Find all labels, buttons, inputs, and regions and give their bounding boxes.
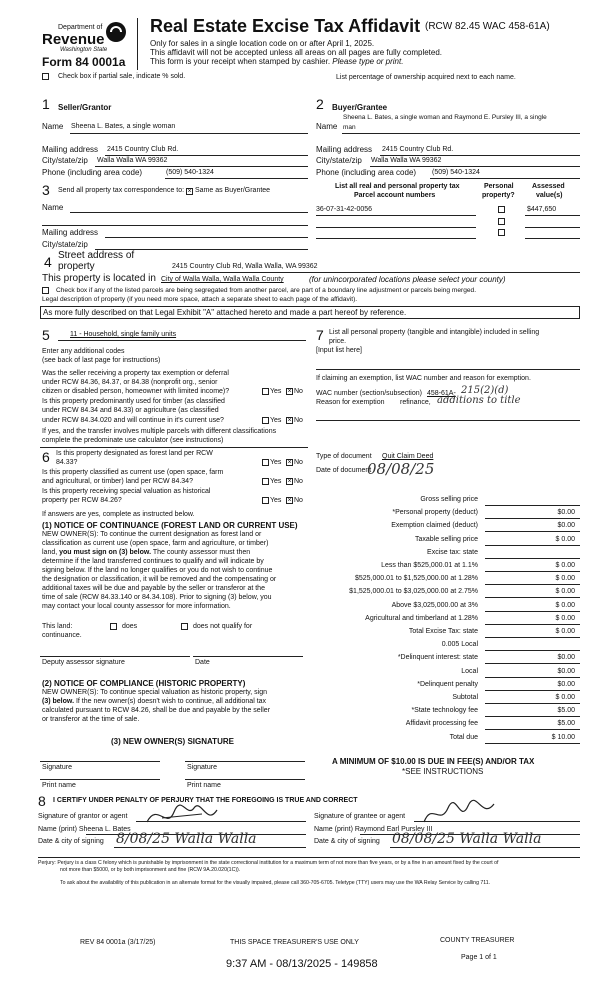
- tax-row-value[interactable]: $ 0.00: [555, 536, 575, 543]
- doc-type-label: Type of document: [316, 453, 372, 460]
- yes-label: Yes: [270, 497, 282, 504]
- answers-note: If answers are yes, complete as instructed below.: [42, 511, 195, 518]
- street-label-1: Street address of: [58, 250, 135, 261]
- personal-header-2: property?: [482, 192, 515, 199]
- compliance-line-4: or transferor at the time of sale.: [42, 716, 140, 723]
- wac-handwritten: 215(2)(d): [461, 385, 509, 396]
- tax-row-value[interactable]: $ 10.00: [551, 734, 575, 741]
- buyer-name-label: Name: [316, 122, 338, 131]
- tax-row-line: [485, 703, 580, 704]
- continuance-label: continuance.: [42, 632, 82, 639]
- tax-row-line: [485, 611, 580, 612]
- tax-row-line: [485, 571, 580, 572]
- seller-mail-label: Mailing address: [42, 145, 99, 154]
- tax-row-label: Above $3,025,000.00 at 3%: [391, 602, 478, 609]
- buyer-phone-value[interactable]: (509) 540-1324: [432, 169, 480, 176]
- personal-prop-label-2: price.: [329, 338, 347, 345]
- tax-row-value[interactable]: $ 0.00: [555, 562, 575, 569]
- forest-yes-checkbox[interactable]: [262, 459, 269, 466]
- personal-header-1: Personal: [484, 183, 514, 190]
- personal-property-checkbox-1[interactable]: [498, 206, 505, 213]
- this-land-label: This land:: [42, 623, 73, 630]
- continuance-line-8: time of sale (RCW 84.33.140 or 84.34.108). Prior to signing (3) below, you: [42, 594, 272, 601]
- q-historic-2: property per RCW 84.26?: [42, 497, 122, 504]
- tax-row-value[interactable]: $ 0.00: [555, 575, 575, 582]
- seller-name-value[interactable]: Sheena L. Bates, a single woman: [71, 123, 176, 130]
- seller-name-label: Name: [42, 122, 64, 131]
- compliance-line-1: NEW OWNER(S): To continue special valuation as historic property, sign: [42, 689, 267, 696]
- continuance-line-3: land, you must sign on (3) below. The county assessor must then: [42, 549, 251, 556]
- reason-value[interactable]: refinance,: [400, 399, 431, 406]
- assessed-value[interactable]: $447,650: [527, 206, 557, 213]
- tax-row-label: Taxable selling price: [414, 536, 478, 543]
- parcel-header-1: List all real and personal property tax: [335, 183, 460, 190]
- legal-desc-value: As more fully described on that Legal Exhibit "A" attached hereto and made a part hereof by reference.: [43, 308, 407, 317]
- continuance-line-9: may contact your local county assessor for more information.: [42, 603, 231, 610]
- buyer-name-value-1[interactable]: Sheena L. Bates, a single woman and Raymond E. Pursley III, a single: [343, 114, 547, 121]
- tax-row-line: [485, 677, 580, 678]
- certification-text: I CERTIFY UNDER PENALTY OF PERJURY THAT THE FOREGOING IS TRUE AND CORRECT: [53, 797, 358, 804]
- no-label: No: [294, 388, 303, 395]
- q-timber-3: under RCW 84.34.020 and will continue in it's current use?: [42, 417, 224, 424]
- seller-title: Seller/Grantor: [58, 103, 112, 112]
- tax-row-value[interactable]: $ 0.00: [555, 628, 575, 635]
- q-exemption-2: under RCW 84.36, 84.37, or 84.38 (nonprofit org., senior: [42, 379, 218, 386]
- personal-prop-label-1: List all personal property (tangible and intangible) included in selling: [329, 329, 540, 336]
- tax-row-label: Agricultural and timberland at 1.28%: [365, 615, 478, 622]
- receipt-stamp: 9:37 AM - 08/13/2025 - 149858: [226, 958, 378, 970]
- segregation-checkbox[interactable]: [42, 287, 49, 294]
- yes-label: Yes: [270, 388, 282, 395]
- continuance-line-6: the designation or classification, it will be removed and the compensating or: [42, 576, 277, 583]
- q-multi-2: complete the predominate use calculator (see instructions): [42, 437, 224, 444]
- tax-row-line: [485, 531, 580, 532]
- grantor-sig-label: Signature of grantor or agent: [38, 813, 128, 820]
- availability-note: To ask about the availability of this publication in an alternate format for the visually impaired, please call 360-705-6705. Teletype (TTY) users may use the WA Relay Service by calling 711.: [60, 880, 491, 886]
- grantor-signature: [142, 800, 222, 830]
- grantee-date-value[interactable]: 08/08/25 Walla Walla: [392, 831, 542, 847]
- buyer-title: Buyer/Grantee: [332, 103, 388, 112]
- tax-row-value[interactable]: $ 0.00: [555, 694, 575, 701]
- tax-row-line: [485, 729, 580, 730]
- q-timber-2: under RCW 84.34 and 84.33) or agriculture (as classified: [42, 407, 219, 414]
- legal-desc-label: Legal description of property (if you need more space, attach a separate sheet to each page of the affidavit).: [42, 296, 358, 303]
- does-label: does: [122, 623, 138, 630]
- exemption-claim-label: If claiming an exemption, list WAC number and reason for exemption.: [316, 375, 531, 382]
- personal-prop-input[interactable]: [Input list here]: [316, 347, 362, 354]
- section-6-number: 6: [42, 449, 50, 465]
- see-instructions: *SEE INSTRUCTIONS: [402, 767, 484, 776]
- tax-row-line: [485, 690, 580, 691]
- q-historic-1: Is this property receiving special valuation as historical: [42, 488, 211, 495]
- tax-row-line: [485, 716, 580, 717]
- tax-row-label: Gross selling price: [420, 496, 478, 503]
- assessed-header-1: Assessed: [532, 183, 565, 190]
- tax-row-line: [485, 743, 580, 744]
- tax-row-label: Subtotal: [452, 694, 478, 701]
- property-address[interactable]: 2415 Country Club Rd, Walla Walla, WA 99362: [172, 263, 318, 270]
- seller-city-label: City/state/zip: [42, 156, 88, 165]
- notice-continuance-title: (1) NOTICE OF CONTINUANCE (FOREST LAND OR CURRENT USE): [42, 521, 298, 530]
- partial-sale-checkbox[interactable]: [42, 73, 49, 80]
- section-4-number: 4: [44, 254, 52, 270]
- section-5-number: 5: [42, 327, 50, 343]
- tax-row-label: Local: [461, 668, 478, 675]
- no-label: No: [294, 459, 303, 466]
- tax-row-value[interactable]: $0.00: [557, 522, 575, 529]
- tax-row-label: Affidavit processing fee: [405, 720, 478, 727]
- tax-row-label: $1,525,000.01 to $3,025,000.00 at 2.75%: [349, 588, 478, 595]
- addl-codes-label: Enter any additional codes: [42, 348, 125, 355]
- located-value[interactable]: City of Walla Walla, Walla Walla County: [161, 276, 284, 283]
- exemption-no-checkbox[interactable]: ×: [287, 388, 292, 395]
- personal-property-checkbox-3[interactable]: [498, 229, 505, 236]
- reason-label: Reason for exemption: [316, 399, 385, 406]
- buyer-city-value[interactable]: Walla Walla WA 99362: [371, 157, 442, 164]
- tax-row-line: [485, 650, 580, 651]
- grantor-name-row: Name (print) Sheena L. Bates: [38, 826, 131, 833]
- partial-sale-label: Check box if partial sale, indicate % sold.: [58, 73, 186, 80]
- corr-city-label: City/state/zip: [42, 240, 88, 249]
- compliance-line-2: (3) below. If the new owner(s) doesn't wish to continue, all additional tax: [42, 698, 267, 705]
- continuance-line-4: determine if the land transferred continues to qualify and will indicate by: [42, 558, 264, 565]
- seller-phone-label: Phone (including area code): [42, 168, 143, 177]
- tax-row-label: Less than $525,000.01 at 1.1%: [381, 562, 478, 569]
- continuance-line-1: NEW OWNER(S): To continue the current designation as forest land or: [42, 531, 262, 538]
- current-use-no-checkbox[interactable]: ×: [287, 478, 292, 485]
- tax-row-value[interactable]: $5.00: [557, 707, 575, 714]
- tax-row-line: [485, 505, 580, 506]
- correspondence-label: Send all property tax correspondence to: × Same as Buyer/Grantee: [58, 187, 271, 195]
- compliance-line-3: calculated pursuant to RCW 84.26, shall be due and payable by the seller: [42, 707, 271, 714]
- does-not-qualify-label: does not qualify for: [193, 623, 253, 630]
- owner-sig-label-2: Signature: [187, 764, 217, 771]
- deputy-date-label: Date: [195, 659, 210, 666]
- parcel-header-2: Parcel account numbers: [354, 192, 436, 199]
- does-qualify-checkbox[interactable]: [110, 623, 117, 630]
- doc-date-label: Date of document: [316, 467, 372, 474]
- header-divider: [137, 18, 138, 70]
- no-label: No: [294, 478, 303, 485]
- tax-row-value[interactable]: $0.00: [557, 681, 575, 688]
- unincorporated-note: (for unincorporated locations please select your county): [309, 275, 506, 284]
- no-label: No: [294, 497, 303, 504]
- buyer-mail-label: Mailing address: [316, 145, 373, 154]
- same-as-buyer-checkbox[interactable]: ×: [187, 188, 192, 195]
- dept-label: Department of: [58, 24, 103, 31]
- tax-row-value[interactable]: $0.00: [557, 668, 575, 675]
- tax-row-label: *Delinquent penalty: [417, 681, 478, 688]
- subtitle-1: Only for sales in a single location code on or after April 1, 2025.: [150, 39, 375, 48]
- tax-row-line: [485, 584, 580, 585]
- q-current-use-2: and agricultural, or timber) land per RCW 84.34?: [42, 478, 193, 485]
- historic-no-checkbox[interactable]: ×: [287, 497, 292, 504]
- wac-value[interactable]: 458-61A-: [427, 390, 456, 397]
- grantor-date-label: Date & city of signing: [38, 838, 104, 845]
- owner-print-label-2: Print name: [187, 782, 221, 789]
- tax-row-line: [485, 624, 580, 625]
- current-use-yes-checkbox[interactable]: [262, 478, 269, 485]
- yes-label: Yes: [270, 478, 282, 485]
- page-indicator: Page 1 of 1: [461, 954, 497, 961]
- grantor-date-value[interactable]: 8/08/25 Walla Walla: [116, 831, 257, 847]
- tax-row-label: Excise tax: state: [427, 549, 478, 556]
- tax-row-value[interactable]: $ 0.00: [555, 615, 575, 622]
- tax-row-line: [485, 637, 580, 638]
- personal-property-checkbox-2[interactable]: [498, 218, 505, 225]
- section-8-number: 8: [38, 793, 46, 809]
- subtitle-2: This affidavit will not be accepted unless all areas on all pages are fully completed.: [150, 48, 443, 57]
- tax-row-value[interactable]: $ 0.00: [555, 602, 575, 609]
- section-1-number: 1: [42, 96, 50, 112]
- assessed-header-2: value(s): [536, 192, 563, 199]
- tax-row-label: 0.005 Local: [441, 641, 478, 648]
- yes-label: Yes: [270, 417, 282, 424]
- tax-row-label: $525,000.01 to $1,525,000.00 at 1.28%: [355, 575, 478, 582]
- exemption-yes-checkbox[interactable]: [262, 388, 269, 395]
- street-label-2: property: [58, 261, 95, 272]
- q-exemption-1: Was the seller receiving a property tax exemption or deferral: [42, 370, 229, 377]
- buyer-mail-value[interactable]: 2415 Country Club Rd.: [382, 146, 454, 153]
- rev-number: REV 84 0001a (3/17/25): [80, 939, 156, 946]
- q-exemption-3: citizen or disabled person, homeowner with limited income)?: [42, 388, 230, 395]
- notice-compliance-title: (2) NOTICE OF COMPLIANCE (HISTORIC PROPERTY): [42, 679, 246, 688]
- buyer-name-value-2[interactable]: man: [343, 124, 356, 131]
- grantee-date-label: Date & city of signing: [314, 838, 380, 845]
- form-number: Form 84 0001a: [42, 55, 126, 69]
- deputy-assessor-label: Deputy assessor signature: [42, 659, 125, 666]
- tax-row-line: [485, 663, 580, 664]
- seller-phone-value[interactable]: (509) 540-1324: [166, 169, 214, 176]
- land-use-code[interactable]: 11 - Household, single family units: [70, 331, 177, 338]
- q-timber-1: Is this property predominantly used for timber (as classified: [42, 398, 225, 405]
- timber-no-checkbox[interactable]: ×: [287, 417, 292, 424]
- ownership-note: List percentage of ownership acquired next to each name.: [336, 74, 516, 81]
- q-current-use-1: Is this property classified as current use (open space, farm: [42, 469, 224, 476]
- no-label: No: [294, 417, 303, 424]
- continuance-line-7: additional taxes will be due and payable by the seller or transferor at the: [42, 585, 265, 592]
- seller-city-value[interactable]: Walla Walla WA 99362: [97, 157, 168, 164]
- q-multi-1: If yes, and the transfer involves multiple parcels with different classifications: [42, 428, 277, 435]
- corr-name-label: Name: [42, 203, 64, 212]
- perjury-line-1: Perjury: Perjury is a class C felony which is punishable by imprisonment in the state correctional institution for a maximum term of not more than five years, or by a fine in an amount fixed by the court of: [38, 860, 499, 866]
- segregation-label: Check box if any of the listed parcels are being segregated from another parcel, are part of a boundary line adjustment or parcels being merged.: [56, 287, 477, 294]
- rcw-ref: (RCW 82.45 WAC 458-61A): [425, 21, 550, 32]
- tax-row-label: *State technology fee: [411, 707, 478, 714]
- subtitle-3: This form is your receipt when stamped by cashier. Please type or print.: [150, 57, 404, 66]
- grantee-name-row: Name (print) Raymond Earl Pursley III: [314, 826, 433, 833]
- tax-row-label: Total due: [449, 734, 478, 741]
- owner-sig-label-1: Signature: [42, 764, 72, 771]
- new-owner-sig-title: (3) NEW OWNER(S) SIGNATURE: [111, 737, 234, 746]
- section-3-number: 3: [42, 182, 50, 198]
- buyer-phone-label: Phone (including area code): [316, 168, 417, 177]
- does-not-qualify-checkbox[interactable]: [181, 623, 188, 630]
- tax-row-line: [485, 597, 580, 598]
- reason-handwritten: additions to title: [437, 395, 521, 406]
- parcel-number[interactable]: 36-07-31-42-0056: [316, 206, 373, 213]
- tax-row-value[interactable]: $ 0.00: [555, 588, 575, 595]
- timber-yes-checkbox[interactable]: [262, 417, 269, 424]
- tax-row-value[interactable]: $5.00: [557, 720, 575, 727]
- yes-label: Yes: [270, 459, 282, 466]
- owner-print-label-1: Print name: [42, 782, 76, 789]
- tax-row-label: *Delinquent interest: state: [397, 654, 478, 661]
- county-treasurer-label: COUNTY TREASURER: [440, 937, 515, 944]
- section-7-number: 7: [316, 327, 324, 343]
- form-title: Real Estate Excise Tax Affidavit: [150, 16, 421, 36]
- tax-row-line: [485, 558, 580, 559]
- minimum-due-notice: A MINIMUM OF $10.00 IS DUE IN FEE(S) AND/OR TAX: [332, 757, 535, 766]
- tax-row-line: [485, 518, 580, 519]
- doc-type-value[interactable]: Quit Claim Deed: [382, 453, 434, 460]
- doc-date-value[interactable]: 08/08/25: [367, 460, 435, 478]
- tax-row-value[interactable]: $0.00: [557, 509, 575, 516]
- tax-row-value[interactable]: $0.00: [557, 654, 575, 661]
- section-2-number: 2: [316, 96, 324, 112]
- revenue-label: Revenue: [42, 31, 105, 48]
- corr-mail-label: Mailing address: [42, 228, 99, 237]
- forest-no-checkbox[interactable]: ×: [287, 459, 292, 466]
- addl-codes-note: (see back of last page for instructions): [42, 357, 161, 364]
- seller-mail-value[interactable]: 2415 Country Club Rd.: [107, 146, 179, 153]
- grantee-signature: [420, 798, 500, 828]
- treasurer-space-label: THIS SPACE TREASURER'S USE ONLY: [230, 939, 359, 946]
- wac-label: WAC number (section/subsection): [316, 390, 422, 397]
- perjury-line-2: not more than $5000, or by both imprisonment and fine (RCW 9A.20.020(1C)).: [60, 867, 241, 873]
- q-forest-2: 84.33?: [56, 459, 78, 466]
- q-forest-1: Is this property designated as forest land per RCW: [56, 450, 213, 457]
- buyer-city-label: City/state/zip: [316, 156, 362, 165]
- dor-logo-icon: [104, 20, 128, 44]
- tax-row-label: Total Excise Tax: state: [408, 628, 478, 635]
- tax-row-line: [485, 545, 580, 546]
- historic-yes-checkbox[interactable]: [262, 497, 269, 504]
- continuance-line-2: classification as current use (open space, farm and agriculture, or timber): [42, 540, 269, 547]
- state-label: Washington State: [60, 47, 108, 53]
- located-label: This property is located in: [42, 273, 156, 284]
- tax-row-label: *Personal property (deduct): [392, 509, 478, 516]
- tax-row-label: Exemption claimed (deduct): [391, 522, 478, 529]
- continuance-line-5: signing below. If the land no longer qualifies or you do not wish to continue: [42, 567, 273, 574]
- grantee-sig-label: Signature of grantee or agent: [314, 813, 406, 820]
